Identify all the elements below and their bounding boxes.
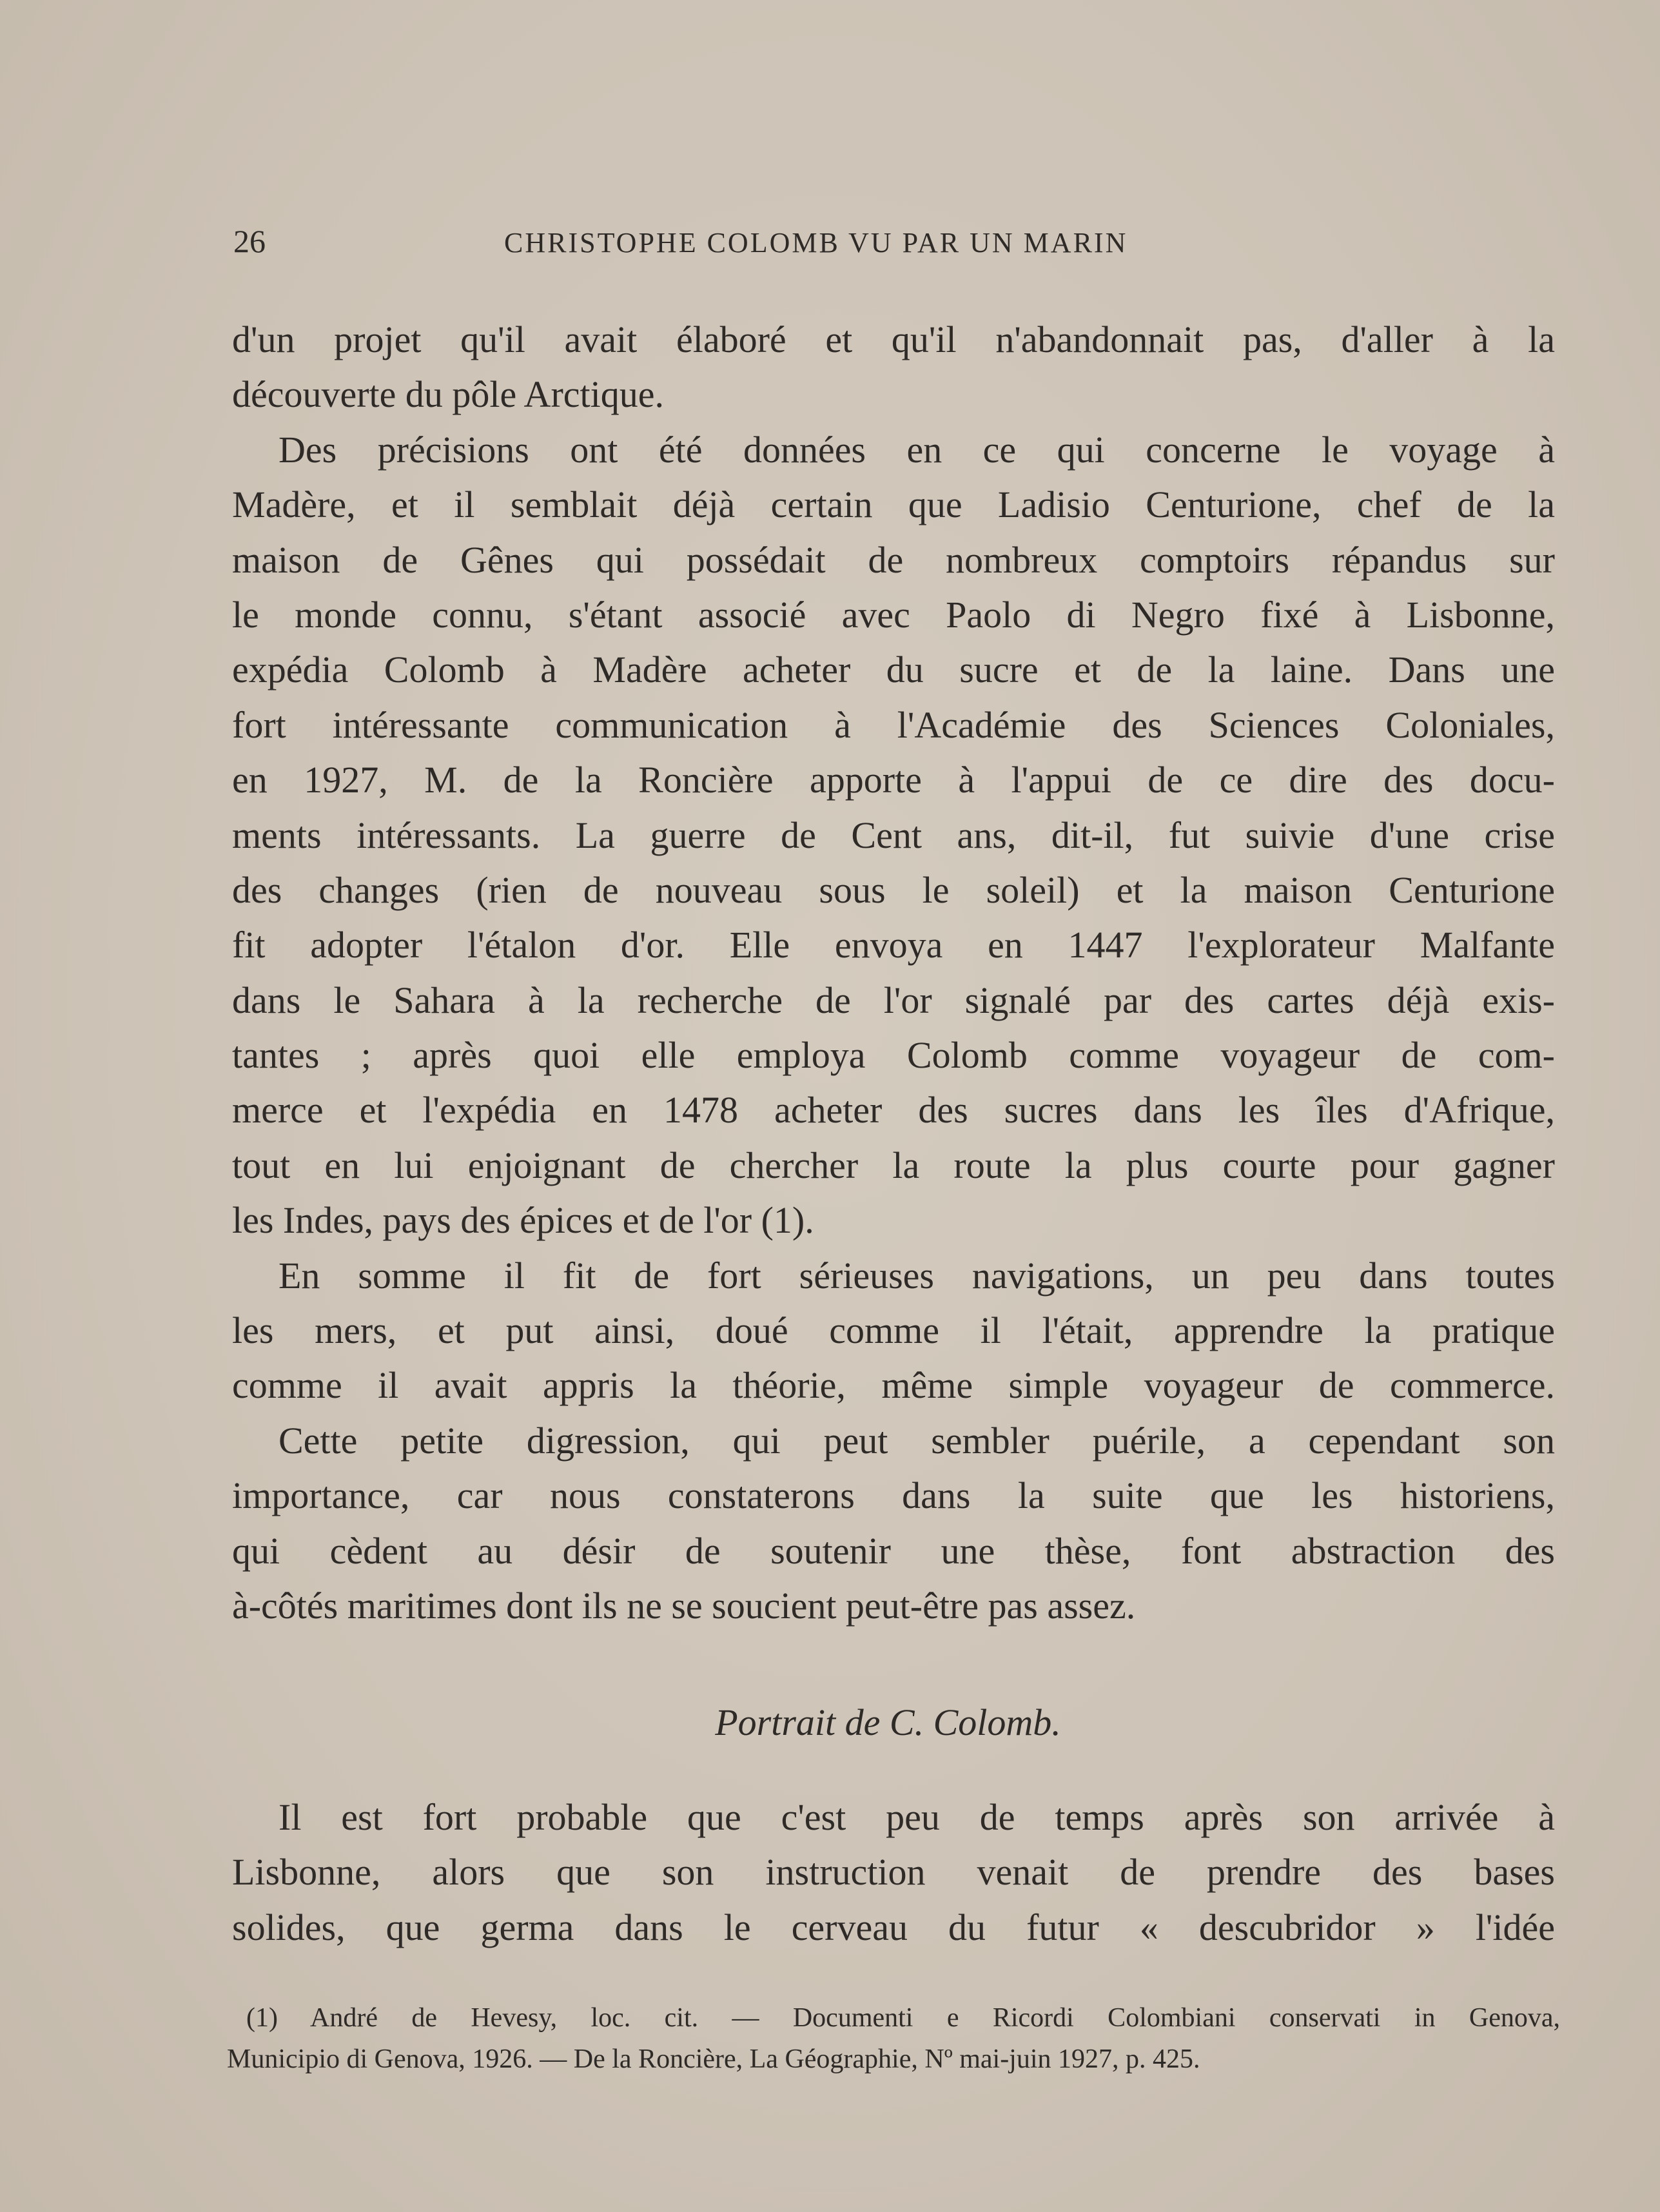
text-line: qui cèdent au désir de soutenir une thèse, font abstraction des — [232, 1529, 1555, 1572]
text-line: à-côtés maritimes dont ils ne se soucient peut-être pas assez. — [232, 1584, 1136, 1627]
body-text — [232, 312, 1555, 1633]
text-line: Lisbonne, alors que son instruction venait de prendre des bases — [232, 1851, 1555, 1894]
text-line: tout en lui enjoignant de chercher la route la plus courte pour gagner — [232, 1144, 1555, 1186]
text-line: fit adopter l'étalon d'or. Elle envoya en 1447 l'explorateur Malfante — [232, 924, 1555, 966]
text-line: d'un projet qu'il avait élaboré et qu'il n'abandonnait pas, d'aller à la — [232, 318, 1555, 360]
text-line: expédia Colomb à Madère acheter du sucre et de la laine. Dans une — [232, 649, 1555, 691]
running-title: CHRISTOPHE COLOMB VU PAR UN MARIN — [504, 227, 1128, 259]
page-number: 26 — [233, 223, 266, 259]
text-line: tantes ; après quoi elle employa Colomb comme voyageur de com- — [232, 1034, 1555, 1077]
text-line: merce et l'expédia en 1478 acheter des sucres dans les îles d'Afrique, — [232, 1089, 1555, 1131]
text-line: comme il avait appris la théorie, même simple voyageur de commerce. — [232, 1364, 1555, 1407]
text-line: découverte du pôle Arctique. — [232, 373, 664, 416]
footnote-line: Municipio di Genova, 1926. — De la Roncière, La Géographie, Nº mai-juin 1927, p. 425. — [227, 2044, 1200, 2074]
text-line: maison de Gênes qui possédait de nombreux comptoirs répandus sur — [232, 538, 1555, 581]
text-line: Madère, et il semblait déjà certain que Ladisio Centurione, chef de la — [232, 484, 1555, 526]
section-text — [232, 1790, 1555, 1955]
text-line: en 1927, M. de la Roncière apporte à l'appui de ce dire des docu- — [232, 759, 1555, 801]
text-line: Il est fort probable que c'est peu de temps après son arrivée à — [278, 1796, 1555, 1838]
text-line: solides, que germa dans le cerveau du futur « descubridor » l'idée — [232, 1906, 1555, 1948]
text-line: importance, car nous constaterons dans la suite que les historiens, — [232, 1474, 1555, 1517]
footnote-line: (1) André de Hevesy, loc. cit. — Documenti e Ricordi Colombiani conservati in Genova, — [246, 2003, 1560, 2033]
page-header — [233, 222, 1329, 274]
text-line: dans le Sahara à la recherche de l'or signalé par des cartes déjà exis- — [232, 979, 1555, 1021]
text-line: les mers, et put ainsi, doué comme il l'était, apprendre la pratique — [232, 1309, 1555, 1352]
text-line: ments intéressants. La guerre de Cent ans, dit-il, fut suivie d'une crise — [232, 814, 1555, 856]
text-line: le monde connu, s'étant associé avec Paolo di Negro fixé à Lisbonne, — [232, 593, 1555, 636]
text-line: les Indes, pays des épices et de l'or (1). — [232, 1199, 814, 1242]
text-line: fort intéressante communication à l'Académie des Sciences Coloniales, — [232, 703, 1555, 746]
section-heading: Portrait de C. Colomb. — [715, 1701, 1061, 1743]
footnotes — [227, 1997, 1560, 2080]
text-line: En somme il fit de fort sérieuses navigations, un peu dans toutes — [278, 1254, 1555, 1297]
text-line: Cette petite digression, qui peut sembler puérile, a cependant son — [278, 1419, 1555, 1462]
text-line: Des précisions ont été données en ce qui concerne le voyage à — [278, 428, 1555, 471]
text-line: des changes (rien de nouveau sous le soleil) et la maison Centurione — [232, 868, 1555, 911]
